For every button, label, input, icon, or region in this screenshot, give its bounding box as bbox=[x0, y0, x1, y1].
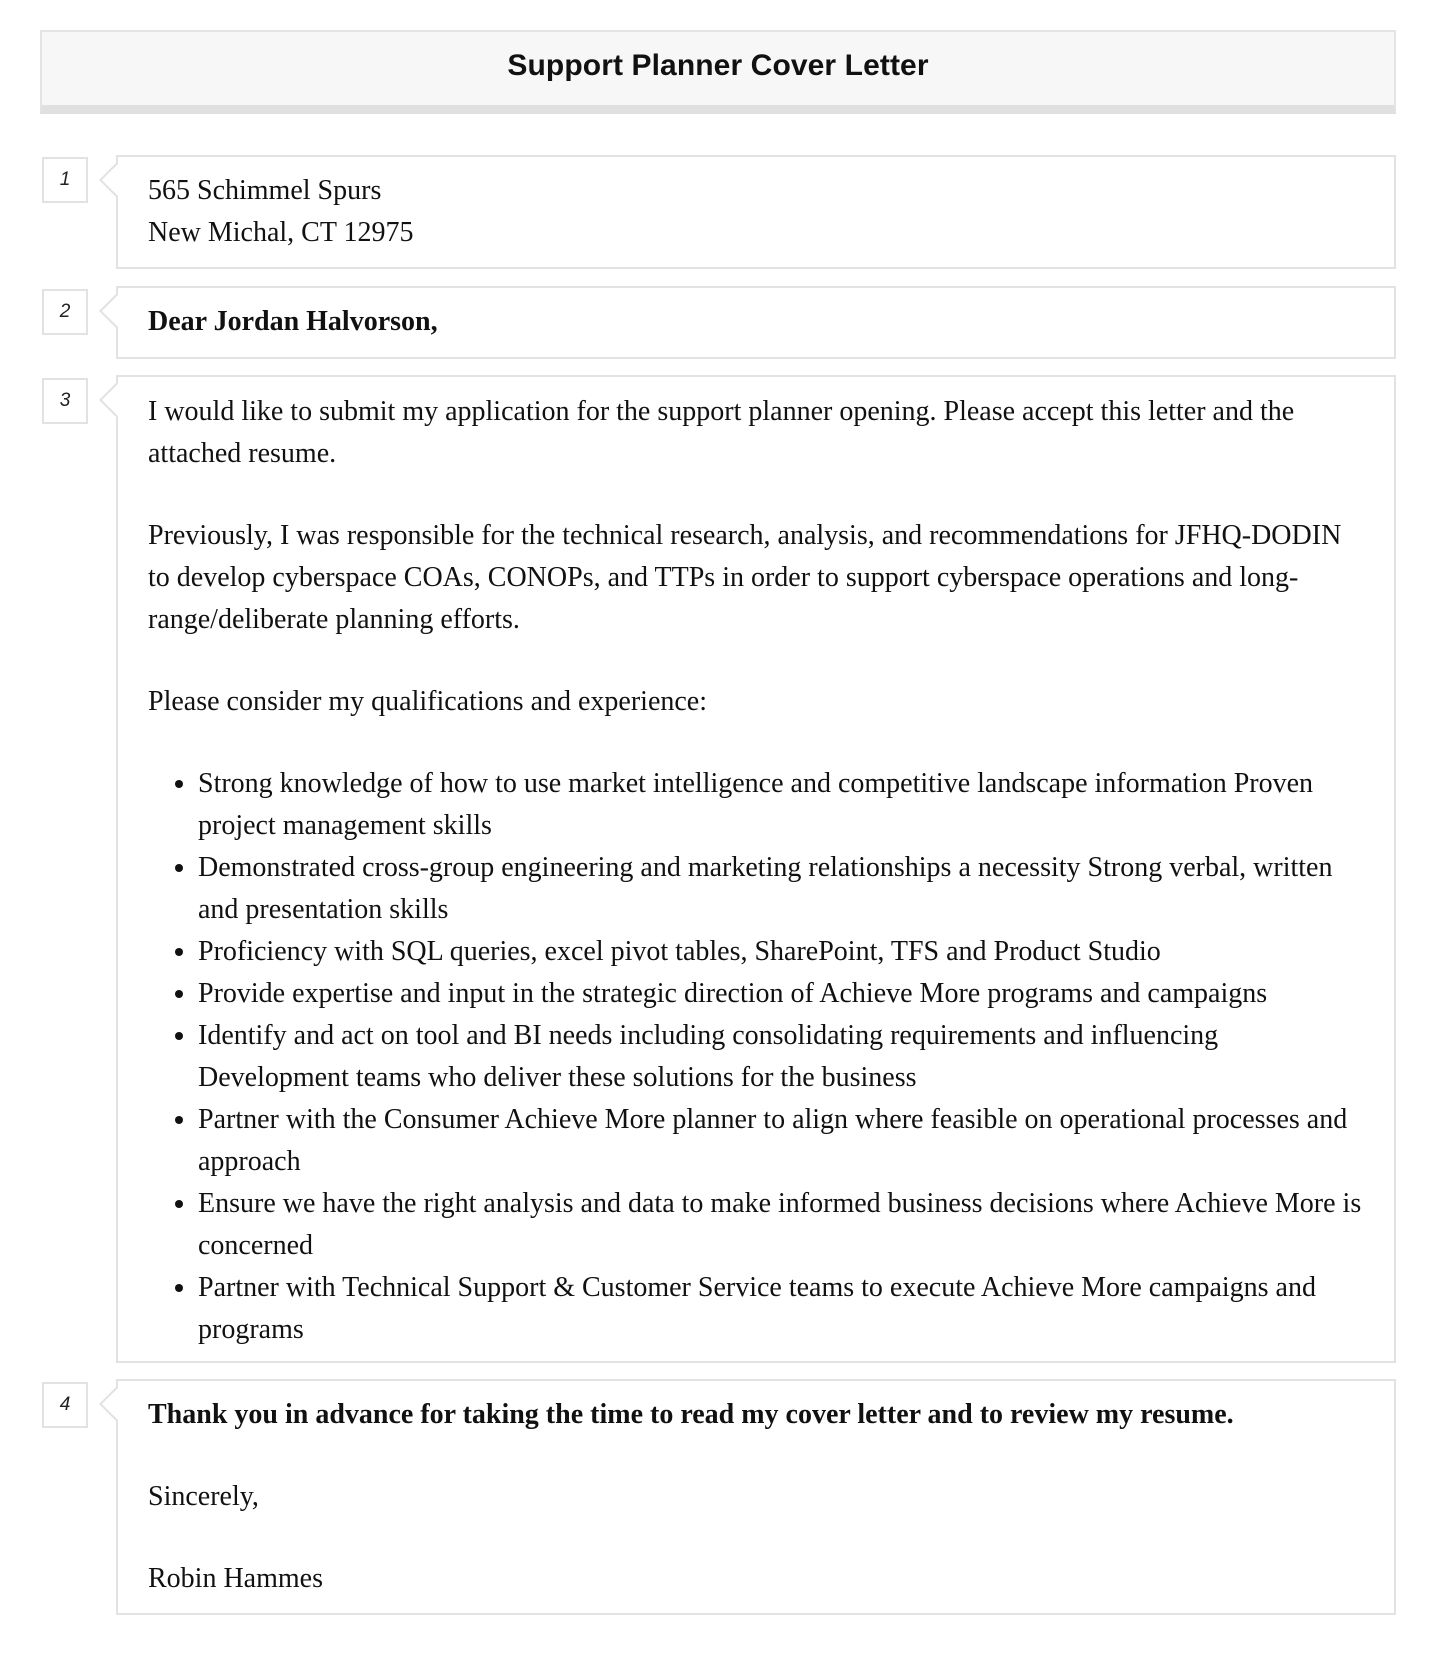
section-number-1: 1 bbox=[42, 157, 88, 203]
closing-statement: Thank you in advance for taking the time to read my cover letter and to review my resume. bbox=[148, 1399, 1234, 1430]
salutation: Dear Jordan Halvorson, bbox=[148, 306, 438, 337]
qualifications-list bbox=[148, 763, 1368, 1351]
document-header bbox=[40, 30, 1396, 114]
closing-section bbox=[116, 1379, 1396, 1615]
list-item: • Proficiency with SQL queries, excel pivot tables, SharePoint, TFS and Product Studio bbox=[198, 931, 1368, 973]
section-number-2: 2 bbox=[42, 289, 88, 335]
list-item: • Partner with Technical Support & Customer Service teams to execute Achieve More campaigns and programs bbox=[198, 1267, 1368, 1351]
letter-body-section bbox=[116, 375, 1396, 1363]
list-item: • Ensure we have the right analysis and data to make informed business decisions where Achieve More is concerned bbox=[198, 1183, 1368, 1267]
list-item: • Partner with the Consumer Achieve More planner to align where feasible on operational processes and approach bbox=[198, 1099, 1368, 1183]
address-line-1: 565 Schimmel Spurs bbox=[148, 175, 382, 206]
list-item: • Provide expertise and input in the strategic direction of Achieve More programs and campaigns bbox=[198, 973, 1368, 1015]
experience-paragraph: Previously, I was responsible for the technical research, analysis, and recommendations for JFHQ-DODIN to develop cyberspace COAs, CONOPs, and TTPs in order to support cyberspace operations and long-range/deliberate planning efforts. bbox=[148, 520, 1342, 635]
salutation-section bbox=[116, 286, 1396, 359]
signature-name: Robin Hammes bbox=[148, 1563, 323, 1594]
list-item: • Identify and act on tool and BI needs including consolidating requirements and influencing Development teams who deliver these solutions for the business bbox=[198, 1015, 1368, 1099]
section-number-4: 4 bbox=[42, 1382, 88, 1428]
sign-off: Sincerely, bbox=[148, 1481, 259, 1512]
section-number-3: 3 bbox=[42, 378, 88, 424]
address-section bbox=[116, 155, 1396, 269]
intro-paragraph: I would like to submit my application for the support planner opening. Please accept this letter and the attached resume. bbox=[148, 396, 1295, 469]
qualifications-intro: Please consider my qualifications and experience: bbox=[148, 686, 708, 717]
address-line-2: New Michal, CT 12975 bbox=[148, 217, 414, 248]
list-item: • Demonstrated cross-group engineering and marketing relationships a necessity Strong verbal, written and presentation skills bbox=[198, 847, 1368, 931]
document-title: Support Planner Cover Letter bbox=[507, 48, 929, 82]
list-item: • Strong knowledge of how to use market intelligence and competitive landscape information Proven project management skills bbox=[198, 763, 1368, 847]
